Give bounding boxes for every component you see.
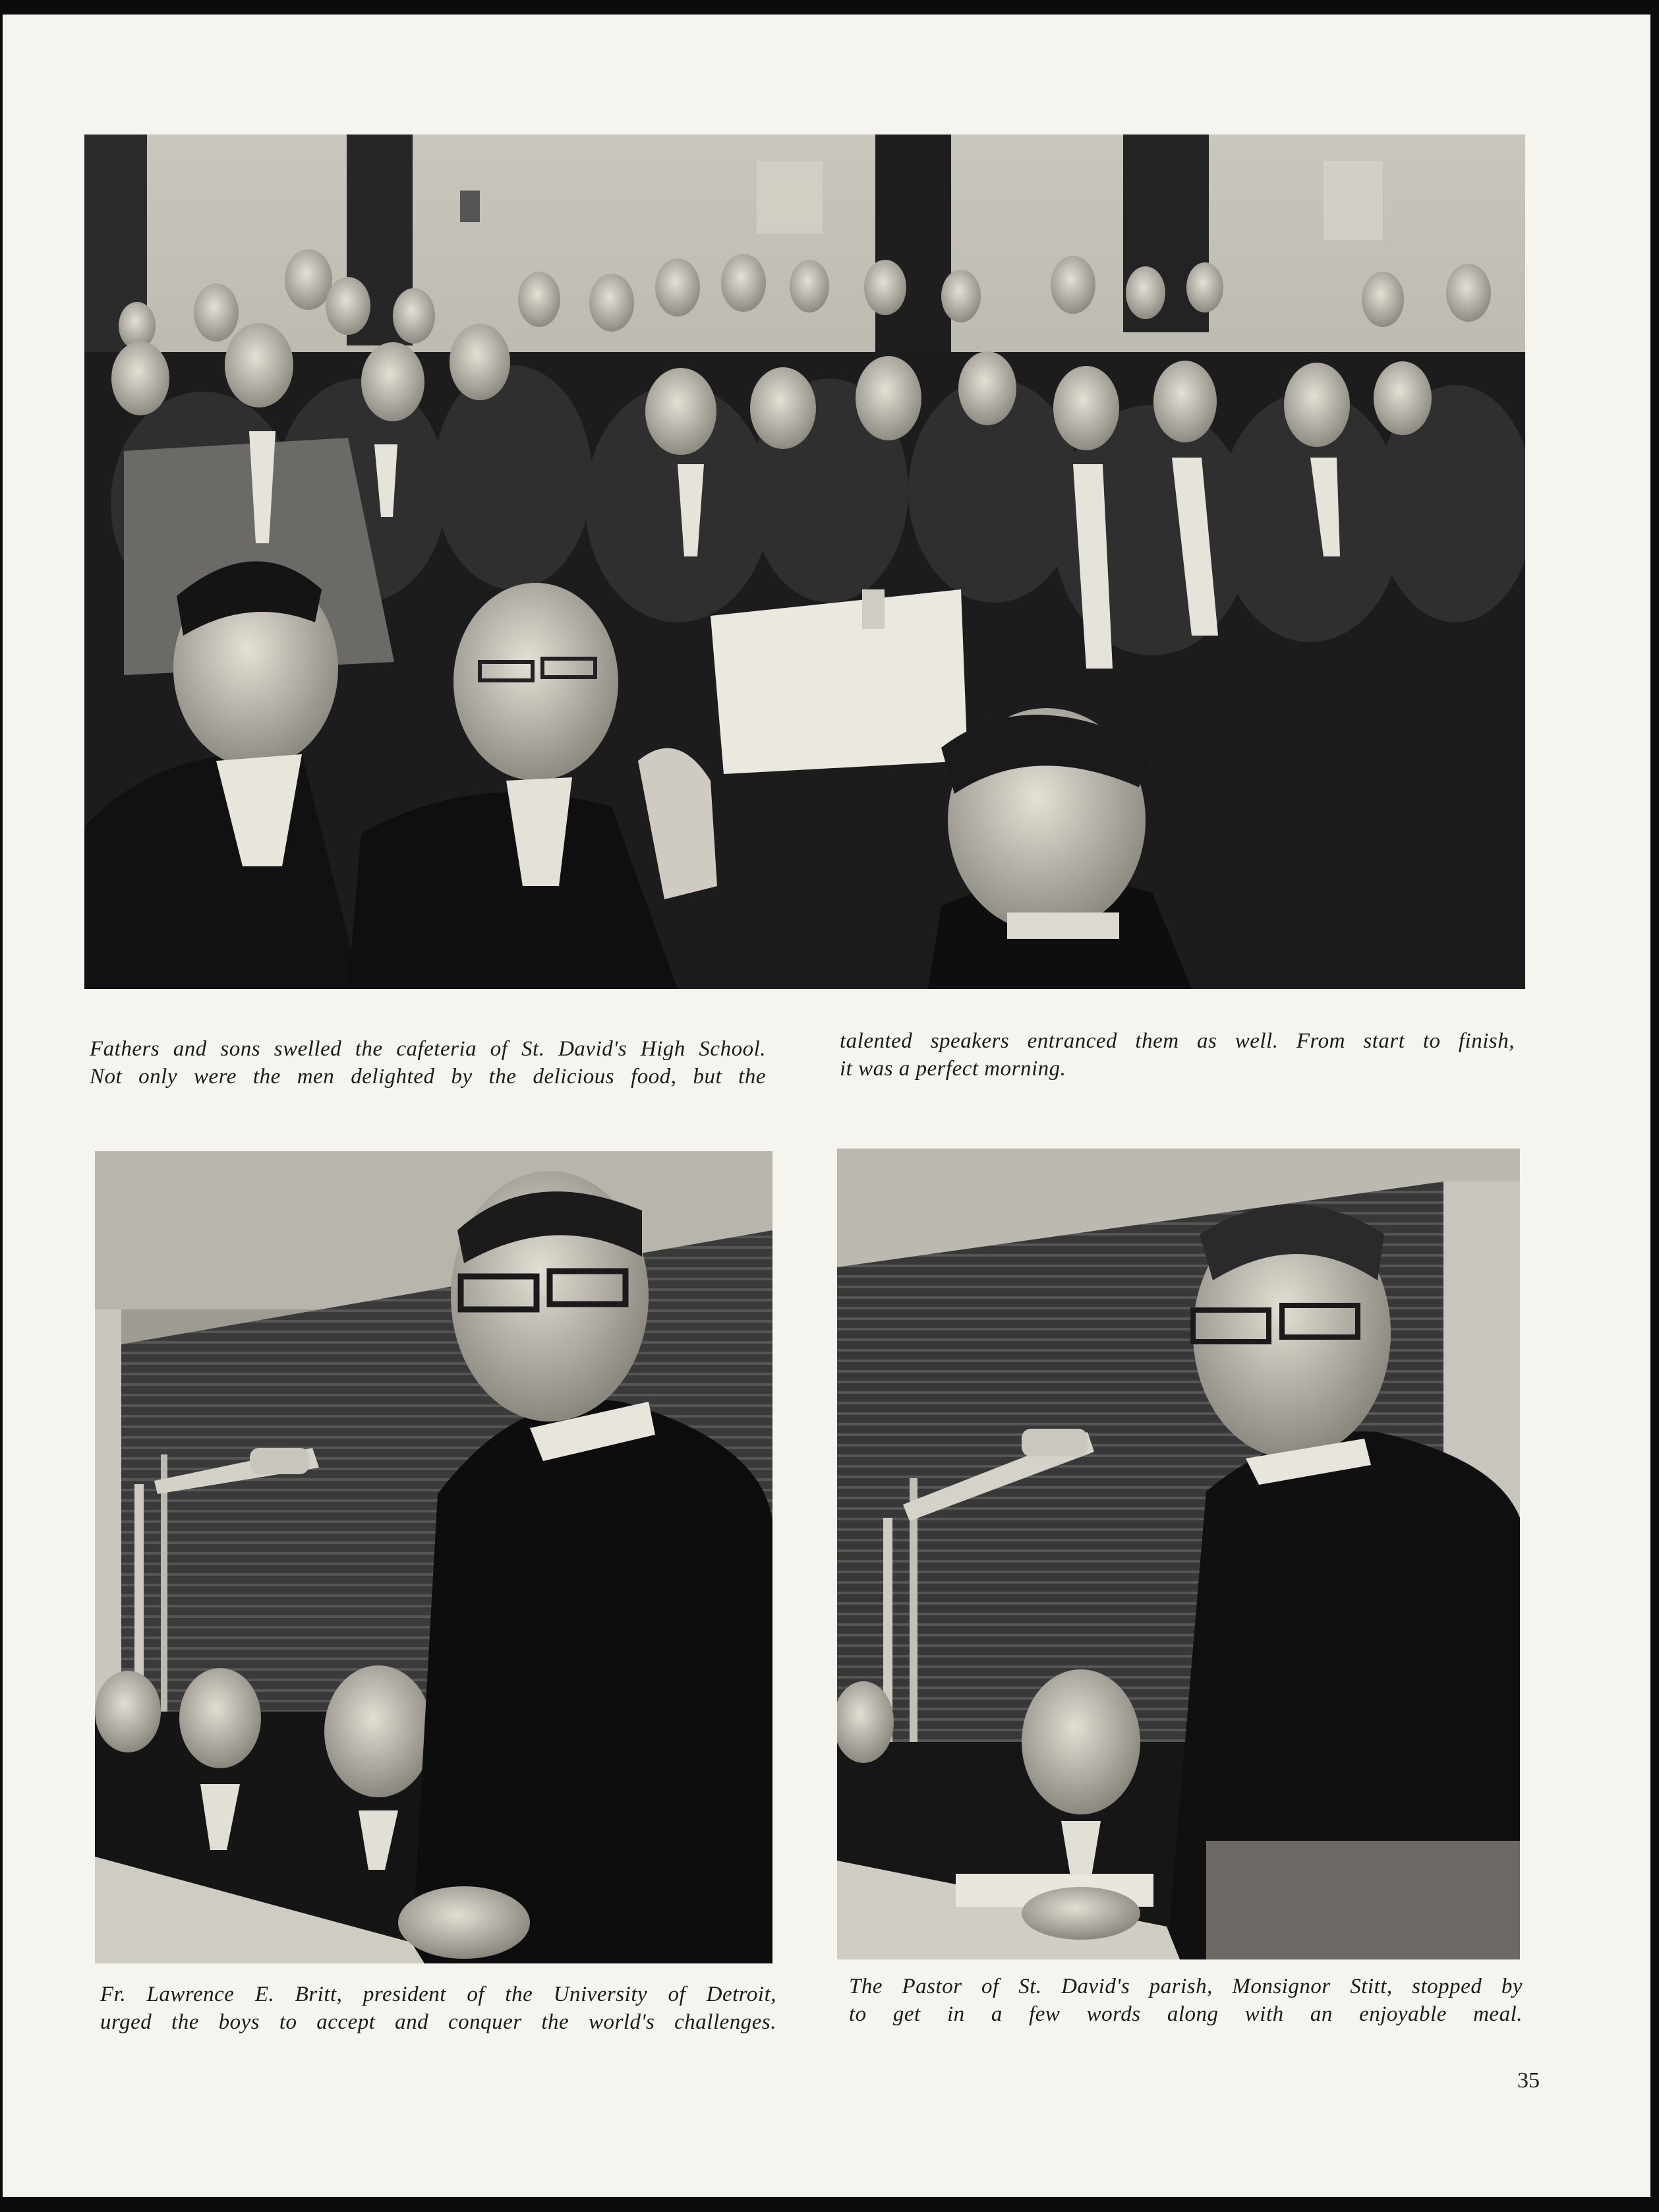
caption-line: Fathers and sons swelled the cafeteria of St. David's High School. — [90, 1037, 766, 1061]
fr-britt-caption — [100, 1981, 776, 2036]
cafeteria-crowd-photo — [84, 135, 1525, 989]
caption-line: Not only were the men delighted by the delicious food, but the — [90, 1065, 766, 1089]
monsignor-stitt-caption — [849, 1973, 1523, 2028]
caption-line: talented speakers entranced them as well. From start to finish, — [840, 1029, 1515, 1053]
cafeteria-caption-left — [90, 1035, 766, 1091]
page-number: 35 — [1517, 2068, 1540, 2093]
monsignor-stitt-image — [837, 1149, 1520, 1959]
fr-britt-photo — [95, 1151, 772, 1963]
caption-line: Fr. Lawrence E. Britt, president of the University of Detroit, — [100, 1983, 776, 2006]
yearbook-page — [3, 15, 1650, 2197]
caption-line: to get in a few words along with an enjoyable meal. — [849, 2002, 1523, 2026]
fr-britt-image — [95, 1151, 772, 1963]
caption-line: urged the boys to accept and conquer the world's challenges. — [100, 2010, 776, 2034]
caption-line: The Pastor of St. David's parish, Monsignor Stitt, stopped by — [849, 1975, 1523, 1998]
cafeteria-crowd-image — [84, 135, 1525, 989]
cafeteria-caption-right — [840, 1027, 1515, 1083]
monsignor-stitt-photo — [837, 1149, 1520, 1959]
caption-line: it was a perfect morning. — [840, 1057, 1066, 1081]
